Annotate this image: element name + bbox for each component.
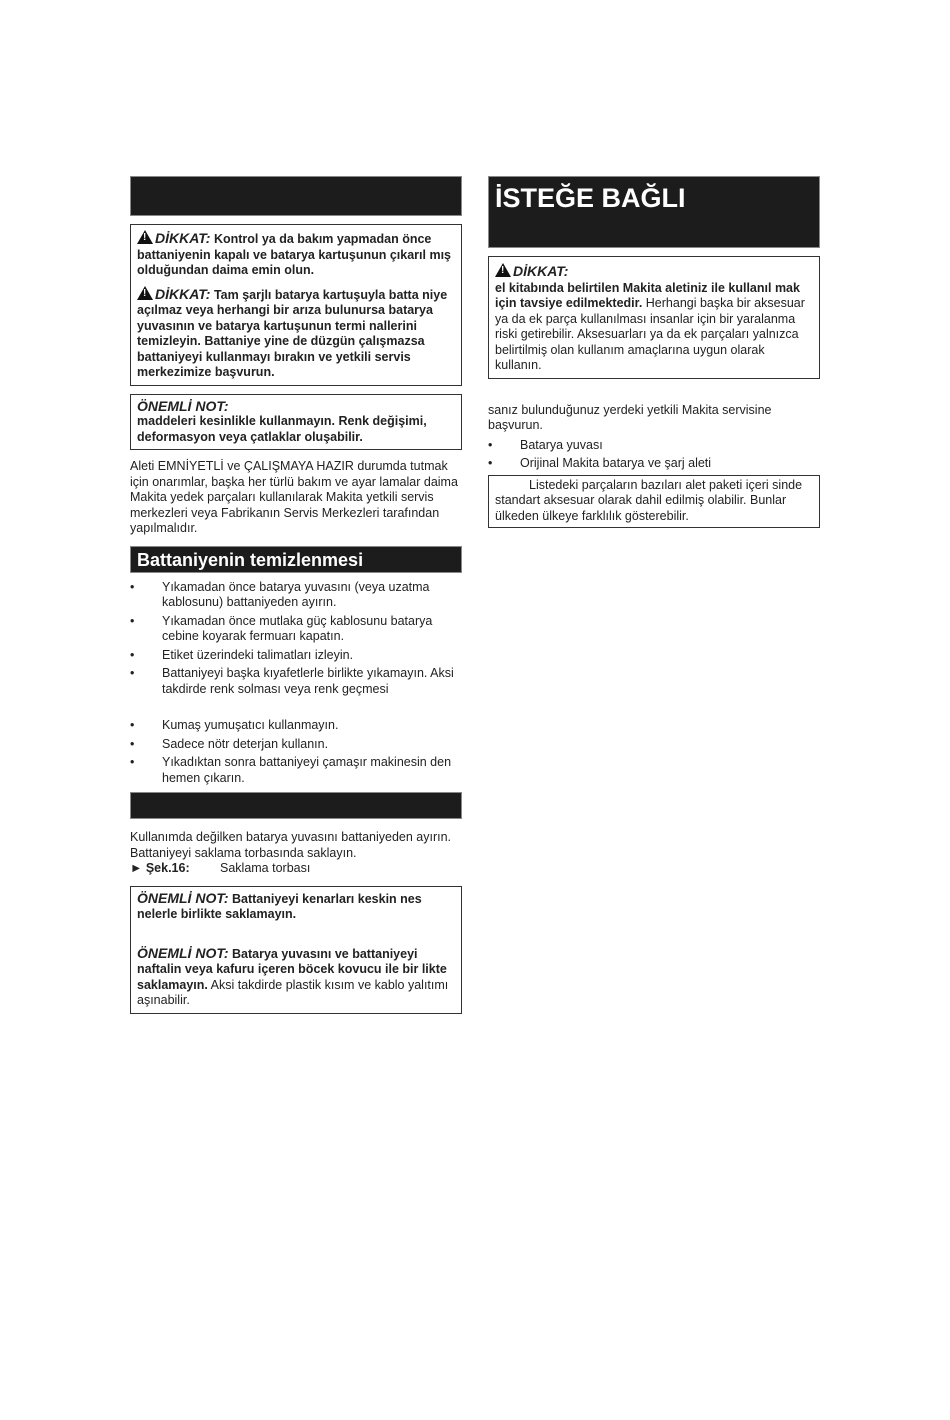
warning-triangle-icon [495,263,511,277]
service-paragraph: Aleti EMNİYETLİ ve ÇALIŞMAYA HAZIR durumda tutmak için onarımlar, başka her türlü bakım ve ayar lamalar daima Makita yedek parçaları kullanılarak Makita yetkili servis merkezleri veya Fabrikanın Servis Merkezleri tarafından yapılmalıdır. [130,459,458,535]
list-item: • Yıkamadan önce mutlaka güç kablosunu batarya cebine koyarak fermuarı kapatın. [130,613,433,643]
warning-triangle-icon [137,286,153,300]
note-box-1 [130,394,462,451]
caution-accessories: !DİKKAT: el kitabında belirtilen Makita aletiniz ile kullanıl mak için tavsiye edilmektedir. Herhangi başka bir aksesuar ya da ek parça kullanılması insanlar için bir yaralanma riski getirebilir. Aksesuarları ya da ek parçaları yalnızca belirtilmiş olan kullanım amaçlarına uygun olarak kullanın. [495,263,813,374]
section-heading-cleaning: Battaniyenin temizlenmesi [130,546,462,573]
figure-label: ► Şek.16: [130,861,190,875]
note-box-storage [130,886,462,1014]
caution-box-accessories [488,256,820,379]
list-item: • Sadece nötr deterjan kullanın. [130,736,329,751]
figure-caption: Saklama torbası [220,861,311,875]
note-2: ÖNEMLİ NOT: Battaniyeyi kenarları keskin nes nelerle birlikte saklamayın. [137,889,422,921]
caution-1: !DİKKAT: Kontrol ya da bakım yapmadan önce battaniyenin kapalı ve batarya kartuşunun çıkarıl mış olduğundan daima emin olun. [137,230,455,279]
list-item: • Yıkamadan önce batarya yuvasını (veya uzatma kablosunu) battaniyeden ayırın. [130,579,430,609]
service-info-paragraph: sanız bulunduğunuz yerdeki yetkili Makita servisine başvurun. [488,402,772,432]
page-title: İSTEĞE BAĞLI [488,176,820,248]
list-item: • Yıkadıktan sonra battaniyeyi çamaşır makinesin den hemen çıkarın. [130,755,452,785]
accessory-note: Listedeki parçaların bazıları alet paketi içeri sinde standart aksesuar olarak dahil edilmiş olabilir. Bunlar ülkeden ülkeye farklılık gösterebilir. [495,477,803,523]
note-3: ÖNEMLİ NOT: Batarya yuvasını ve battaniyeyi naftalin veya kafuru içeren böcek kovucu ile bir likte saklamayın. Aksi takdirde plastik kısım ve kablo yalıtımı aşınabilir. [137,944,449,1007]
list-item: • Batarya yuvası [488,437,603,452]
list-item: • Etiket üzerindeki talimatları izleyin. [130,647,354,662]
left-column [130,176,462,1014]
maintenance-header-bar [130,176,462,216]
note-box-accessories [488,475,820,529]
cleaning-list-b [130,718,462,786]
cleaning-list-a [130,580,462,698]
storage-header-bar [130,792,462,819]
list-item: • Kumaş yumuşatıcı kullanmayın. [130,718,339,732]
caution-2: !DİKKAT: Tam şarjlı batarya kartuşuyla batta niye açılmaz veya herhangi bir arıza bulunursa batarya yuvasının ve batarya kartuşunun termi nallerini temizleyin. Battaniye yine de düzgün çalışmazsa battaniyeyi kullanmayı bırakın ve yetkili servis merkezimize başvurun. [137,286,455,381]
right-column [488,176,820,528]
accessory-list [488,438,820,472]
warning-triangle-icon [137,230,153,244]
list-item: • Battaniyeyi başka kıyafetlerle birlikte yıkamayın. Aksi takdirde renk solması veya renk geçmesi [130,666,454,696]
note-1-text: maddeleri kesinlikle kullanmayın. Renk değişimi, deformasyon veya çatlaklar oluşabilir. [137,414,427,444]
list-gap [130,700,462,714]
note-1-label: ÖNEMLİ NOT: [137,397,229,414]
storage-paragraph: Kullanımda değilken batarya yuvasını battaniyeden ayırın. Battaniyeyi saklama torbasında saklayın. [130,830,452,860]
caution-box-maintenance [130,224,462,386]
figure-reference [130,861,462,877]
list-item: • Orijinal Makita batarya ve şarj aleti [488,456,712,470]
